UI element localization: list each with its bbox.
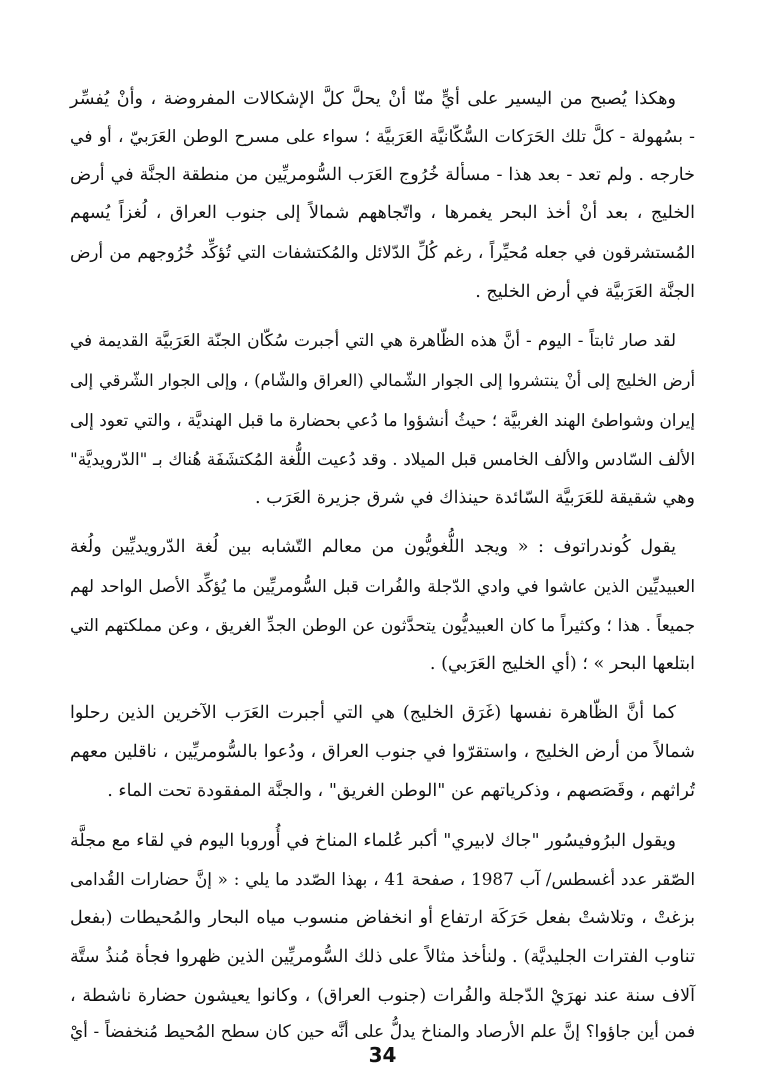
paragraph-4-line-3: تُراثهم ، وقَصَصهم ، وذكرياتهم عن "الوطن الغريق" ، والجنَّة المفقودة تحت الماء . <box>107 781 695 801</box>
paragraph-2-line-3: إيران وشواطئ الهند الغربيَّة ؛ حيثُ أنشؤوا ما دُعي بحضارة ما قبل الهنديَّة ، والتي تعود إلى <box>70 410 695 430</box>
paragraph-1-line-5: المُستشرقون في جعله مُحيِّراً ، رغم كُلِّ الدّلائل والمُكتشفات التي تُؤكِّد خُرُوجهم من أرض <box>70 242 695 262</box>
paragraph-1-line-6: الجنَّة العَرَبيَّة في أرض الخليج . <box>475 282 695 302</box>
paragraph-4-line-2: شمالاً من أرض الخليج ، واستقرّوا في جنوب العراق ، ودُعوا بالسُّومريِّين ، ناقلين معهم <box>70 742 695 762</box>
paragraph-3-line-3: جميعاً . هذا ؛ وكثيراً ما كان العبيديُّون يتحدَّثون عن الوطن الجدِّ الغريق ، وعن مملكتهم التي <box>70 615 695 635</box>
paragraph-5-line-6: فمن أين جاؤوا؟ إنَّ علم الأرصاد والمناخ يدلُّ على أنَّه حين كان سطح المُحيط مُنخفضاً - أيْ <box>70 1021 695 1041</box>
paragraph-5-line-5: آلاف سنة عند نهرَيْ الدّجلة والفُرات (جنوب العراق) ، وكانوا يعيشون حضارة ناشطة ، <box>70 986 695 1006</box>
paragraph-5-line-2: الصّقر عدد أغسطس/ آب 1987 ، صفحة 41 ، بهذا الصّدد ما يلي : « إنَّ حضارات القُدامى <box>70 869 695 889</box>
paragraph-4-line-1: كما أنَّ الظّاهرة نفسها (غَرَق الخليج) هي التي أجبرت العَرَب الآخرين الذين رحلوا <box>70 703 676 723</box>
paragraph-2-line-4: الألف السّادس والألف الخامس قبل الميلاد . وقد دُعيت اللُّغة المُكتشَفَة هُناك بـ "الدّرويديَّة" <box>70 449 695 469</box>
paragraph-5-line-3: بزغتْ ، وتلاشتْ بفعل حَرَكَة ارتفاع أو انخفاض منسوب مياه البحار والمُحيطات (بفعل <box>70 908 695 928</box>
paragraph-5-line-1: ويقول البرُوفيسُور "جاك لابيري" أكبر عُلماء المناخ في أُوروبا اليوم في لقاء مع مجلَّة <box>70 831 676 851</box>
paragraph-3-line-1: يقول كُوندراتوف : « ويجد اللُّغويُّون من معالم التّشابه بين لُغة الدّرويديِّين ولُغة <box>70 537 676 557</box>
paragraph-1-line-2: - بسُهولة - كلَّ تلك الحَرَكات السُّكّانيَّة العَرَبيَّة ؛ سواء على مسرح الوطن العَرَبيّ ، أو في <box>70 127 695 147</box>
paragraph-1-line-1: وهكذا يُصبح من اليسير على أيٍّ منّا أنْ يحلَّ كلَّ الإشكالات المفروضة ، وأنْ يُفسِّر <box>70 89 676 109</box>
paragraph-2-line-2: أرض الخليج إلى أنْ ينتشروا إلى الجوار الشّمالي (العراق والشّام) ، وإلى الجوار الشّرقي إلى <box>70 371 695 390</box>
paragraph-2-line-1: لقد صار ثابتاً - اليوم - أنَّ هذه الظّاهرة هي التي أجبرت سُكّان الجنّة العَرَبيَّة القديمة في <box>70 330 676 350</box>
paragraph-5-line-4: تناوب الفترات الجليديَّة) . ولنأخذ مثالاً على ذلك السُّومريِّين الذين ظهروا فجأة مُنذُ ستَّة <box>70 947 695 967</box>
paragraph-1-line-4: الخليج ، بعد أنْ أخذ البحر يغمرها ، واتّجاههم شمالاً إلى جنوب العراق ، لُغزاً يُسهم <box>70 203 695 223</box>
page-number: 34 <box>368 1043 397 1067</box>
paragraph-3-line-4: ابتلعها البحر » ؛ (أي الخليج العَرَبي) . <box>429 654 695 674</box>
paragraph-2-line-5: وهي شقيقة للعَرَبيَّة السّائدة حينذاك في شرق جزيرة العَرَب . <box>254 488 695 508</box>
paragraph-1-line-3: خارجه . ولم تعد - بعد هذا - مسألة خُرُوج العَرَب السُّومريِّين من منطقة الجنَّة في أرض <box>70 165 695 185</box>
paragraph-3-line-2: العبيديِّين الذين عاشوا في وادي الدّجلة والفُرات قبل السُّومريِّين ما يُؤكِّد الأصل الواحد لهم <box>70 576 695 596</box>
